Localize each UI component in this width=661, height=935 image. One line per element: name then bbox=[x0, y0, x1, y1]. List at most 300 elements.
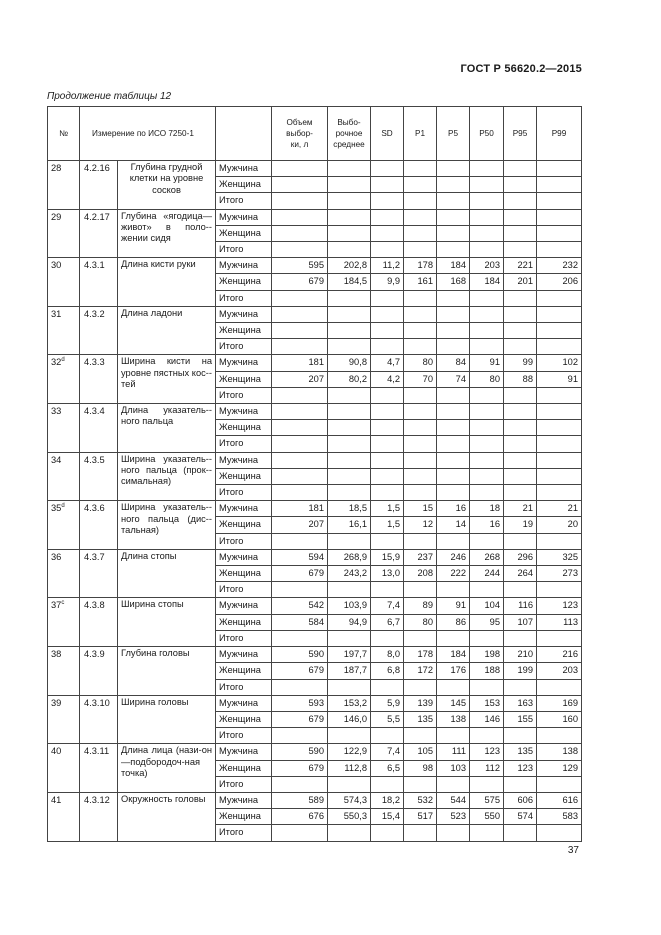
value-cell bbox=[537, 306, 582, 322]
value-cell bbox=[504, 209, 537, 225]
value-cell: 112,8 bbox=[328, 760, 371, 776]
value-cell: 80 bbox=[404, 614, 437, 630]
iso-code: 4.3.12 bbox=[80, 792, 118, 841]
value-cell bbox=[404, 404, 437, 420]
value-cell bbox=[272, 242, 328, 258]
value-cell bbox=[470, 161, 504, 177]
value-cell: 544 bbox=[437, 792, 470, 808]
value-cell bbox=[404, 468, 437, 484]
value-cell: 21 bbox=[504, 501, 537, 517]
value-cell bbox=[272, 533, 328, 549]
table-row bbox=[48, 404, 582, 420]
value-cell bbox=[537, 582, 582, 598]
value-cell bbox=[437, 161, 470, 177]
value-cell bbox=[504, 323, 537, 339]
sex-label: Женщина bbox=[216, 614, 272, 630]
value-cell bbox=[371, 533, 404, 549]
value-cell bbox=[504, 339, 537, 355]
iso-code: 4.3.1 bbox=[80, 258, 118, 307]
value-cell bbox=[371, 728, 404, 744]
value-cell bbox=[437, 242, 470, 258]
value-cell: 91 bbox=[470, 355, 504, 371]
row-number-text: 41 bbox=[51, 794, 62, 805]
value-cell: 13,0 bbox=[371, 566, 404, 582]
row-number bbox=[48, 549, 80, 598]
table-row bbox=[48, 647, 582, 663]
value-cell: 135 bbox=[504, 744, 537, 760]
value-cell bbox=[371, 436, 404, 452]
value-cell bbox=[437, 225, 470, 241]
value-cell: 8,0 bbox=[371, 647, 404, 663]
value-cell bbox=[470, 290, 504, 306]
measurement-name: Ширина стопы bbox=[118, 598, 216, 647]
value-cell bbox=[404, 679, 437, 695]
value-cell: 80 bbox=[404, 355, 437, 371]
value-cell: 80 bbox=[470, 371, 504, 387]
row-number-text: 38 bbox=[51, 649, 62, 660]
value-cell bbox=[404, 452, 437, 468]
value-cell bbox=[328, 209, 371, 225]
value-cell bbox=[437, 630, 470, 646]
sex-label: Женщина bbox=[216, 517, 272, 533]
value-cell: 146,0 bbox=[328, 711, 371, 727]
total-label: Итого bbox=[216, 679, 272, 695]
value-cell bbox=[470, 177, 504, 193]
sex-label: Мужчина bbox=[216, 452, 272, 468]
value-cell bbox=[272, 161, 328, 177]
value-cell: 5,9 bbox=[371, 695, 404, 711]
sex-label: Женщина bbox=[216, 566, 272, 582]
measurement-name: Длина стопы bbox=[118, 549, 216, 598]
value-cell bbox=[470, 225, 504, 241]
value-cell bbox=[537, 225, 582, 241]
value-cell: 169 bbox=[537, 695, 582, 711]
sex-label: Мужчина bbox=[216, 647, 272, 663]
value-cell: 14 bbox=[437, 517, 470, 533]
row-number-text: 36 bbox=[51, 551, 62, 562]
value-cell bbox=[437, 533, 470, 549]
value-cell bbox=[504, 582, 537, 598]
value-cell bbox=[537, 209, 582, 225]
value-cell bbox=[470, 582, 504, 598]
value-cell bbox=[328, 387, 371, 403]
iso-code: 4.3.10 bbox=[80, 695, 118, 744]
value-cell bbox=[404, 209, 437, 225]
value-cell bbox=[404, 533, 437, 549]
measurement-table bbox=[47, 106, 582, 842]
value-cell: 221 bbox=[504, 258, 537, 274]
value-cell bbox=[371, 225, 404, 241]
value-cell: 244 bbox=[470, 566, 504, 582]
row-number bbox=[48, 501, 80, 550]
table-row bbox=[48, 258, 582, 274]
value-cell: 232 bbox=[537, 258, 582, 274]
value-cell bbox=[371, 468, 404, 484]
value-cell bbox=[437, 728, 470, 744]
value-cell bbox=[328, 533, 371, 549]
value-cell: 6,5 bbox=[371, 760, 404, 776]
value-cell bbox=[272, 209, 328, 225]
value-cell bbox=[437, 290, 470, 306]
value-cell: 273 bbox=[537, 566, 582, 582]
value-cell bbox=[537, 193, 582, 209]
value-cell bbox=[272, 420, 328, 436]
value-cell bbox=[504, 404, 537, 420]
value-cell: 176 bbox=[437, 663, 470, 679]
value-cell: 595 bbox=[272, 258, 328, 274]
table-row bbox=[48, 744, 582, 760]
value-cell: 123 bbox=[470, 744, 504, 760]
value-cell bbox=[537, 177, 582, 193]
value-cell: 113 bbox=[537, 614, 582, 630]
value-cell: 168 bbox=[437, 274, 470, 290]
table-row bbox=[48, 598, 582, 614]
table-row bbox=[48, 695, 582, 711]
value-cell bbox=[504, 533, 537, 549]
value-cell bbox=[404, 225, 437, 241]
measurement-name: Длина указатель-ного пальца bbox=[118, 404, 216, 453]
value-cell bbox=[504, 306, 537, 322]
sex-label: Женщина bbox=[216, 225, 272, 241]
value-cell: 574,3 bbox=[328, 792, 371, 808]
row-number-text: 33 bbox=[51, 406, 62, 417]
sex-label: Мужчина bbox=[216, 501, 272, 517]
value-cell bbox=[371, 825, 404, 841]
value-cell bbox=[537, 776, 582, 792]
value-cell bbox=[404, 436, 437, 452]
value-cell bbox=[272, 306, 328, 322]
value-cell bbox=[328, 323, 371, 339]
row-number-text: 35 bbox=[51, 503, 62, 514]
value-cell: 6,7 bbox=[371, 614, 404, 630]
total-label: Итого bbox=[216, 776, 272, 792]
header-p1: P1 bbox=[404, 107, 437, 161]
sex-label: Мужчина bbox=[216, 258, 272, 274]
value-cell bbox=[504, 193, 537, 209]
value-cell bbox=[504, 420, 537, 436]
value-cell bbox=[328, 436, 371, 452]
value-cell bbox=[504, 387, 537, 403]
value-cell bbox=[504, 679, 537, 695]
value-cell: 590 bbox=[272, 647, 328, 663]
measurement-name: Ширина указатель-ного пальца (дис-тальная) bbox=[118, 501, 216, 550]
value-cell bbox=[328, 193, 371, 209]
value-cell bbox=[328, 825, 371, 841]
total-label: Итого bbox=[216, 728, 272, 744]
value-cell: 7,4 bbox=[371, 744, 404, 760]
total-label: Итого bbox=[216, 339, 272, 355]
value-cell: 679 bbox=[272, 760, 328, 776]
value-cell: 203 bbox=[537, 663, 582, 679]
value-cell bbox=[328, 306, 371, 322]
value-cell bbox=[272, 290, 328, 306]
value-cell bbox=[328, 679, 371, 695]
value-cell bbox=[437, 387, 470, 403]
value-cell bbox=[504, 225, 537, 241]
table-row bbox=[48, 306, 582, 322]
value-cell: 679 bbox=[272, 663, 328, 679]
sex-label: Женщина bbox=[216, 711, 272, 727]
value-cell: 181 bbox=[272, 501, 328, 517]
value-cell bbox=[504, 728, 537, 744]
value-cell bbox=[371, 177, 404, 193]
value-cell bbox=[371, 387, 404, 403]
value-cell bbox=[404, 728, 437, 744]
sex-label: Женщина bbox=[216, 177, 272, 193]
value-cell: 95 bbox=[470, 614, 504, 630]
value-cell: 98 bbox=[404, 760, 437, 776]
value-cell: 203 bbox=[470, 258, 504, 274]
total-label: Итого bbox=[216, 582, 272, 598]
value-cell bbox=[470, 193, 504, 209]
header-sex bbox=[216, 107, 272, 161]
value-cell bbox=[272, 825, 328, 841]
value-cell bbox=[437, 306, 470, 322]
total-label: Итого bbox=[216, 242, 272, 258]
value-cell bbox=[272, 339, 328, 355]
value-cell bbox=[504, 468, 537, 484]
value-cell: 146 bbox=[470, 711, 504, 727]
value-cell bbox=[537, 420, 582, 436]
value-cell: 198 bbox=[470, 647, 504, 663]
total-label: Итого bbox=[216, 825, 272, 841]
value-cell: 188 bbox=[470, 663, 504, 679]
value-cell: 155 bbox=[504, 711, 537, 727]
value-cell bbox=[470, 468, 504, 484]
total-label: Итого bbox=[216, 630, 272, 646]
table-row bbox=[48, 209, 582, 225]
value-cell bbox=[328, 630, 371, 646]
total-label: Итого bbox=[216, 193, 272, 209]
value-cell bbox=[437, 339, 470, 355]
value-cell bbox=[371, 679, 404, 695]
value-cell bbox=[371, 776, 404, 792]
value-cell bbox=[371, 193, 404, 209]
value-cell bbox=[437, 193, 470, 209]
row-number-text: 30 bbox=[51, 260, 62, 271]
value-cell bbox=[404, 825, 437, 841]
row-number bbox=[48, 404, 80, 453]
value-cell bbox=[371, 242, 404, 258]
value-cell bbox=[437, 485, 470, 501]
value-cell: 74 bbox=[437, 371, 470, 387]
value-cell: 178 bbox=[404, 258, 437, 274]
sex-label: Женщина bbox=[216, 468, 272, 484]
value-cell: 584 bbox=[272, 614, 328, 630]
value-cell: 550,3 bbox=[328, 809, 371, 825]
value-cell bbox=[537, 404, 582, 420]
value-cell: 105 bbox=[404, 744, 437, 760]
value-cell: 12 bbox=[404, 517, 437, 533]
footnote-mark: d bbox=[61, 357, 65, 364]
row-number-text: 39 bbox=[51, 697, 62, 708]
value-cell bbox=[371, 630, 404, 646]
iso-code: 4.3.4 bbox=[80, 404, 118, 453]
sex-label: Мужчина bbox=[216, 355, 272, 371]
table-row bbox=[48, 355, 582, 371]
value-cell: 5,5 bbox=[371, 711, 404, 727]
value-cell: 89 bbox=[404, 598, 437, 614]
value-cell: 9,9 bbox=[371, 274, 404, 290]
value-cell: 517 bbox=[404, 809, 437, 825]
row-number bbox=[48, 647, 80, 696]
value-cell: 676 bbox=[272, 809, 328, 825]
header-p5: P5 bbox=[437, 107, 470, 161]
value-cell: 7,4 bbox=[371, 598, 404, 614]
value-cell bbox=[404, 420, 437, 436]
value-cell bbox=[437, 177, 470, 193]
value-cell bbox=[470, 679, 504, 695]
value-cell bbox=[404, 582, 437, 598]
value-cell bbox=[371, 323, 404, 339]
value-cell bbox=[328, 242, 371, 258]
value-cell: 679 bbox=[272, 274, 328, 290]
value-cell bbox=[537, 468, 582, 484]
value-cell bbox=[404, 323, 437, 339]
row-number bbox=[48, 452, 80, 501]
value-cell bbox=[537, 452, 582, 468]
total-label: Итого bbox=[216, 533, 272, 549]
value-cell bbox=[470, 242, 504, 258]
value-cell: 207 bbox=[272, 371, 328, 387]
value-cell: 19 bbox=[504, 517, 537, 533]
sex-label: Женщина bbox=[216, 809, 272, 825]
value-cell bbox=[404, 339, 437, 355]
value-cell bbox=[437, 825, 470, 841]
value-cell: 94,9 bbox=[328, 614, 371, 630]
header-sample-mean-text: Выбо- рочное среднее bbox=[333, 117, 365, 150]
value-cell bbox=[328, 225, 371, 241]
value-cell: 123 bbox=[537, 598, 582, 614]
value-cell: 575 bbox=[470, 792, 504, 808]
sex-label: Женщина bbox=[216, 371, 272, 387]
value-cell bbox=[404, 193, 437, 209]
value-cell: 145 bbox=[437, 695, 470, 711]
row-number bbox=[48, 258, 80, 307]
value-cell bbox=[328, 582, 371, 598]
table-body bbox=[48, 161, 582, 842]
iso-code: 4.3.7 bbox=[80, 549, 118, 598]
value-cell bbox=[470, 209, 504, 225]
value-cell bbox=[437, 776, 470, 792]
value-cell bbox=[437, 436, 470, 452]
value-cell: 153,2 bbox=[328, 695, 371, 711]
value-cell: 216 bbox=[537, 647, 582, 663]
value-cell: 4,2 bbox=[371, 371, 404, 387]
value-cell: 163 bbox=[504, 695, 537, 711]
value-cell bbox=[470, 306, 504, 322]
value-cell bbox=[504, 290, 537, 306]
value-cell: 606 bbox=[504, 792, 537, 808]
value-cell: 135 bbox=[404, 711, 437, 727]
value-cell: 103 bbox=[437, 760, 470, 776]
value-cell bbox=[437, 420, 470, 436]
value-cell: 122,9 bbox=[328, 744, 371, 760]
value-cell bbox=[437, 209, 470, 225]
header-measurement: Измерение по ИСО 7250-1 bbox=[80, 107, 216, 161]
value-cell: 1,5 bbox=[371, 517, 404, 533]
measurement-name: Глубина «ягодица—живот» в поло-жении сидя bbox=[118, 209, 216, 258]
row-number bbox=[48, 598, 80, 647]
value-cell: 243,2 bbox=[328, 566, 371, 582]
row-number-text: 32 bbox=[51, 357, 62, 368]
value-cell bbox=[470, 728, 504, 744]
total-label: Итого bbox=[216, 290, 272, 306]
row-number bbox=[48, 209, 80, 258]
value-cell: 184,5 bbox=[328, 274, 371, 290]
value-cell: 532 bbox=[404, 792, 437, 808]
value-cell bbox=[437, 582, 470, 598]
row-number-text: 28 bbox=[51, 163, 62, 173]
header-sd: SD bbox=[371, 107, 404, 161]
value-cell: 172 bbox=[404, 663, 437, 679]
value-cell bbox=[272, 436, 328, 452]
value-cell: 104 bbox=[470, 598, 504, 614]
table-header-row bbox=[48, 107, 582, 161]
value-cell bbox=[328, 177, 371, 193]
value-cell bbox=[404, 776, 437, 792]
value-cell bbox=[504, 452, 537, 468]
value-cell bbox=[272, 630, 328, 646]
value-cell bbox=[437, 323, 470, 339]
row-number bbox=[48, 355, 80, 404]
value-cell bbox=[371, 339, 404, 355]
value-cell bbox=[537, 630, 582, 646]
table-row bbox=[48, 549, 582, 565]
value-cell bbox=[371, 161, 404, 177]
iso-code: 4.3.5 bbox=[80, 452, 118, 501]
value-cell: 594 bbox=[272, 549, 328, 565]
value-cell bbox=[537, 339, 582, 355]
iso-code: 4.3.11 bbox=[80, 744, 118, 793]
measurement-name: Ширина указатель-ного пальца (прок-симальная) bbox=[118, 452, 216, 501]
table-row bbox=[48, 792, 582, 808]
value-cell: 542 bbox=[272, 598, 328, 614]
value-cell bbox=[537, 825, 582, 841]
value-cell: 237 bbox=[404, 549, 437, 565]
value-cell bbox=[371, 306, 404, 322]
value-cell bbox=[504, 776, 537, 792]
value-cell bbox=[537, 679, 582, 695]
sex-label: Женщина bbox=[216, 323, 272, 339]
value-cell bbox=[537, 533, 582, 549]
sex-label: Мужчина bbox=[216, 549, 272, 565]
value-cell bbox=[371, 420, 404, 436]
value-cell: 679 bbox=[272, 566, 328, 582]
value-cell bbox=[272, 323, 328, 339]
value-cell: 88 bbox=[504, 371, 537, 387]
value-cell: 70 bbox=[404, 371, 437, 387]
value-cell: 187,7 bbox=[328, 663, 371, 679]
value-cell bbox=[504, 436, 537, 452]
value-cell: 184 bbox=[470, 274, 504, 290]
sex-label: Мужчина bbox=[216, 598, 272, 614]
value-cell: 15,9 bbox=[371, 549, 404, 565]
measurement-name: Глубина грудной клетки на уровне сосков bbox=[118, 161, 216, 210]
value-cell bbox=[328, 161, 371, 177]
value-cell: 153 bbox=[470, 695, 504, 711]
value-cell: 264 bbox=[504, 566, 537, 582]
header-sample-size-text: Объем выбор- ки, л bbox=[286, 117, 313, 150]
value-cell: 589 bbox=[272, 792, 328, 808]
value-cell: 16,1 bbox=[328, 517, 371, 533]
iso-code: 4.2.17 bbox=[80, 209, 118, 258]
value-cell bbox=[470, 485, 504, 501]
value-cell bbox=[537, 485, 582, 501]
value-cell bbox=[470, 533, 504, 549]
header-sample-size bbox=[272, 107, 328, 161]
value-cell bbox=[272, 177, 328, 193]
